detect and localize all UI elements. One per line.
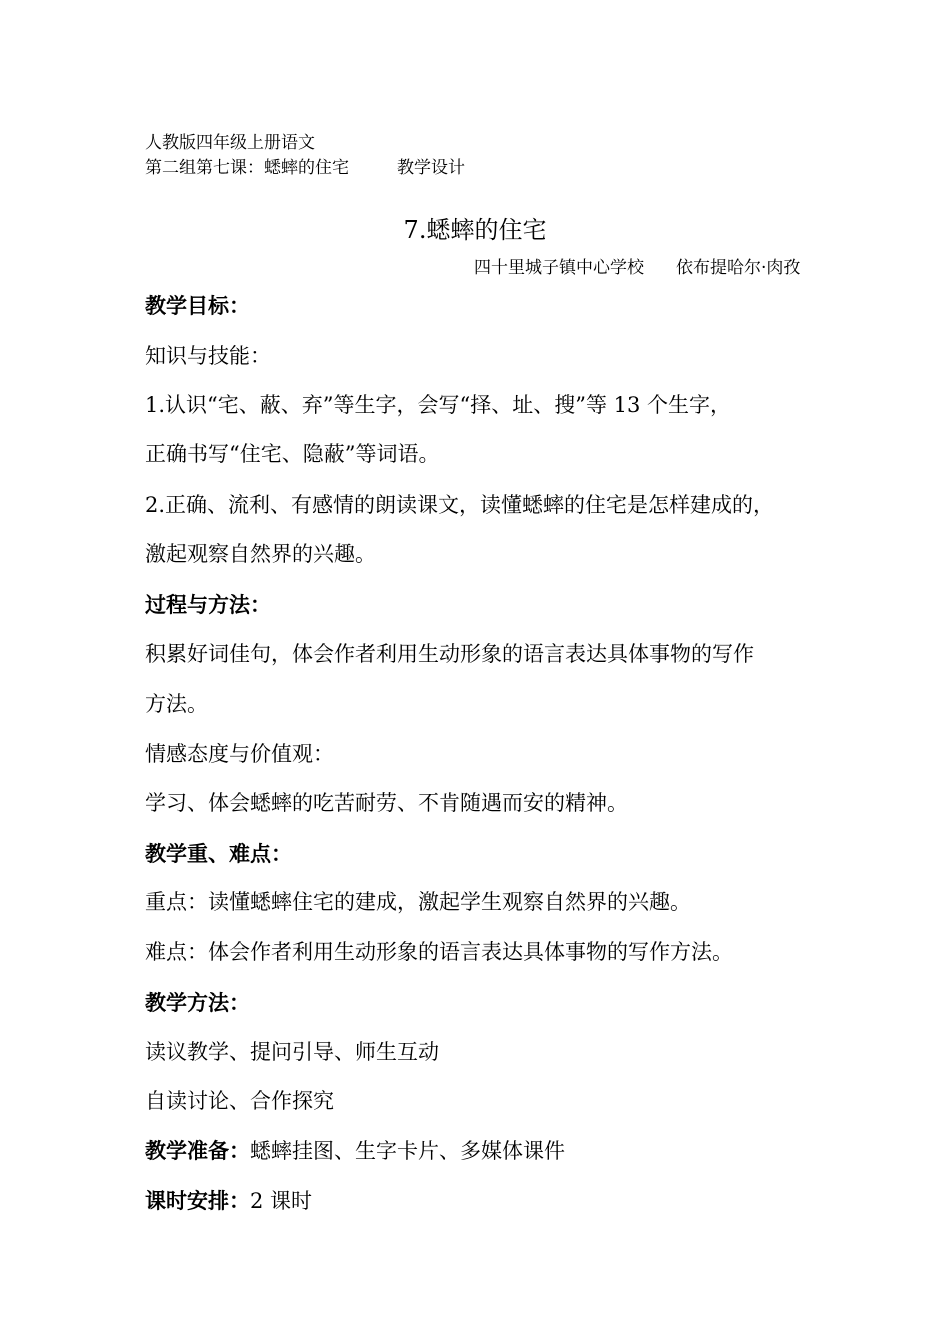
preparation-text: 蟋蟀挂图、生字卡片、多媒体课件 xyxy=(250,1139,565,1163)
process-heading: 过程与方法： xyxy=(145,593,271,617)
process-text-line-1: 积累好词佳句，体会作者利用生动形象的语言表达具体事物的写作 xyxy=(145,642,754,666)
document-title: 7.蟋蟀的住宅 xyxy=(403,216,547,244)
byline-school: 四十里城子镇中心学校 xyxy=(474,258,644,278)
emotion-text: 学习、体会蟋蟀的吃苦耐劳、不肯随遇而安的精神。 xyxy=(145,791,628,815)
knowledge-item-1-line-2: 正确书写“住宅、隐蔽”等词语。 xyxy=(145,442,440,466)
method-heading: 教学方法： xyxy=(145,991,250,1015)
header-lesson-line xyxy=(145,153,465,178)
schedule-line xyxy=(145,1185,312,1215)
header-lesson-title: 第二组第七课：蟋蟀的住宅 xyxy=(145,158,349,178)
knowledge-heading: 知识与技能： xyxy=(145,344,271,368)
difficult-point: 难点：体会作者利用生动形象的语言表达具体事物的写作方法。 xyxy=(145,940,733,964)
method-item-2: 自读讨论、合作探究 xyxy=(145,1089,334,1113)
schedule-text: 2 课时 xyxy=(250,1189,313,1213)
method-item-1: 读议教学、提问引导、师生互动 xyxy=(145,1040,439,1064)
knowledge-item-2-line-1: 2.正确、流利、有感情的朗读课文，读懂蟋蟀的住宅是怎样建成的， xyxy=(145,493,775,517)
byline xyxy=(474,253,800,278)
key-point: 重点：读懂蟋蟀住宅的建成，激起学生观察自然界的兴趣。 xyxy=(145,890,691,914)
knowledge-item-1-line-1: 1.认识“宅、蔽、弃”等生字，会写“择、址、搜”等 13 个生字， xyxy=(145,393,732,417)
knowledge-item-2-line-2: 激起观察自然界的兴趣。 xyxy=(145,542,376,566)
header-textbook-line: 人教版四年级上册语文 xyxy=(145,133,315,153)
preparation-label: 教学准备： xyxy=(145,1139,250,1163)
byline-author: 依布提哈尔·肉孜 xyxy=(676,258,801,278)
header-design-label: 教学设计 xyxy=(397,158,465,178)
emotion-heading: 情感态度与价值观： xyxy=(145,742,334,766)
process-text-line-2: 方法。 xyxy=(145,692,208,716)
schedule-label: 课时安排： xyxy=(145,1189,250,1213)
preparation-line xyxy=(145,1135,565,1165)
goals-heading: 教学目标： xyxy=(145,294,250,318)
key-difficult-heading: 教学重、难点： xyxy=(145,842,292,866)
